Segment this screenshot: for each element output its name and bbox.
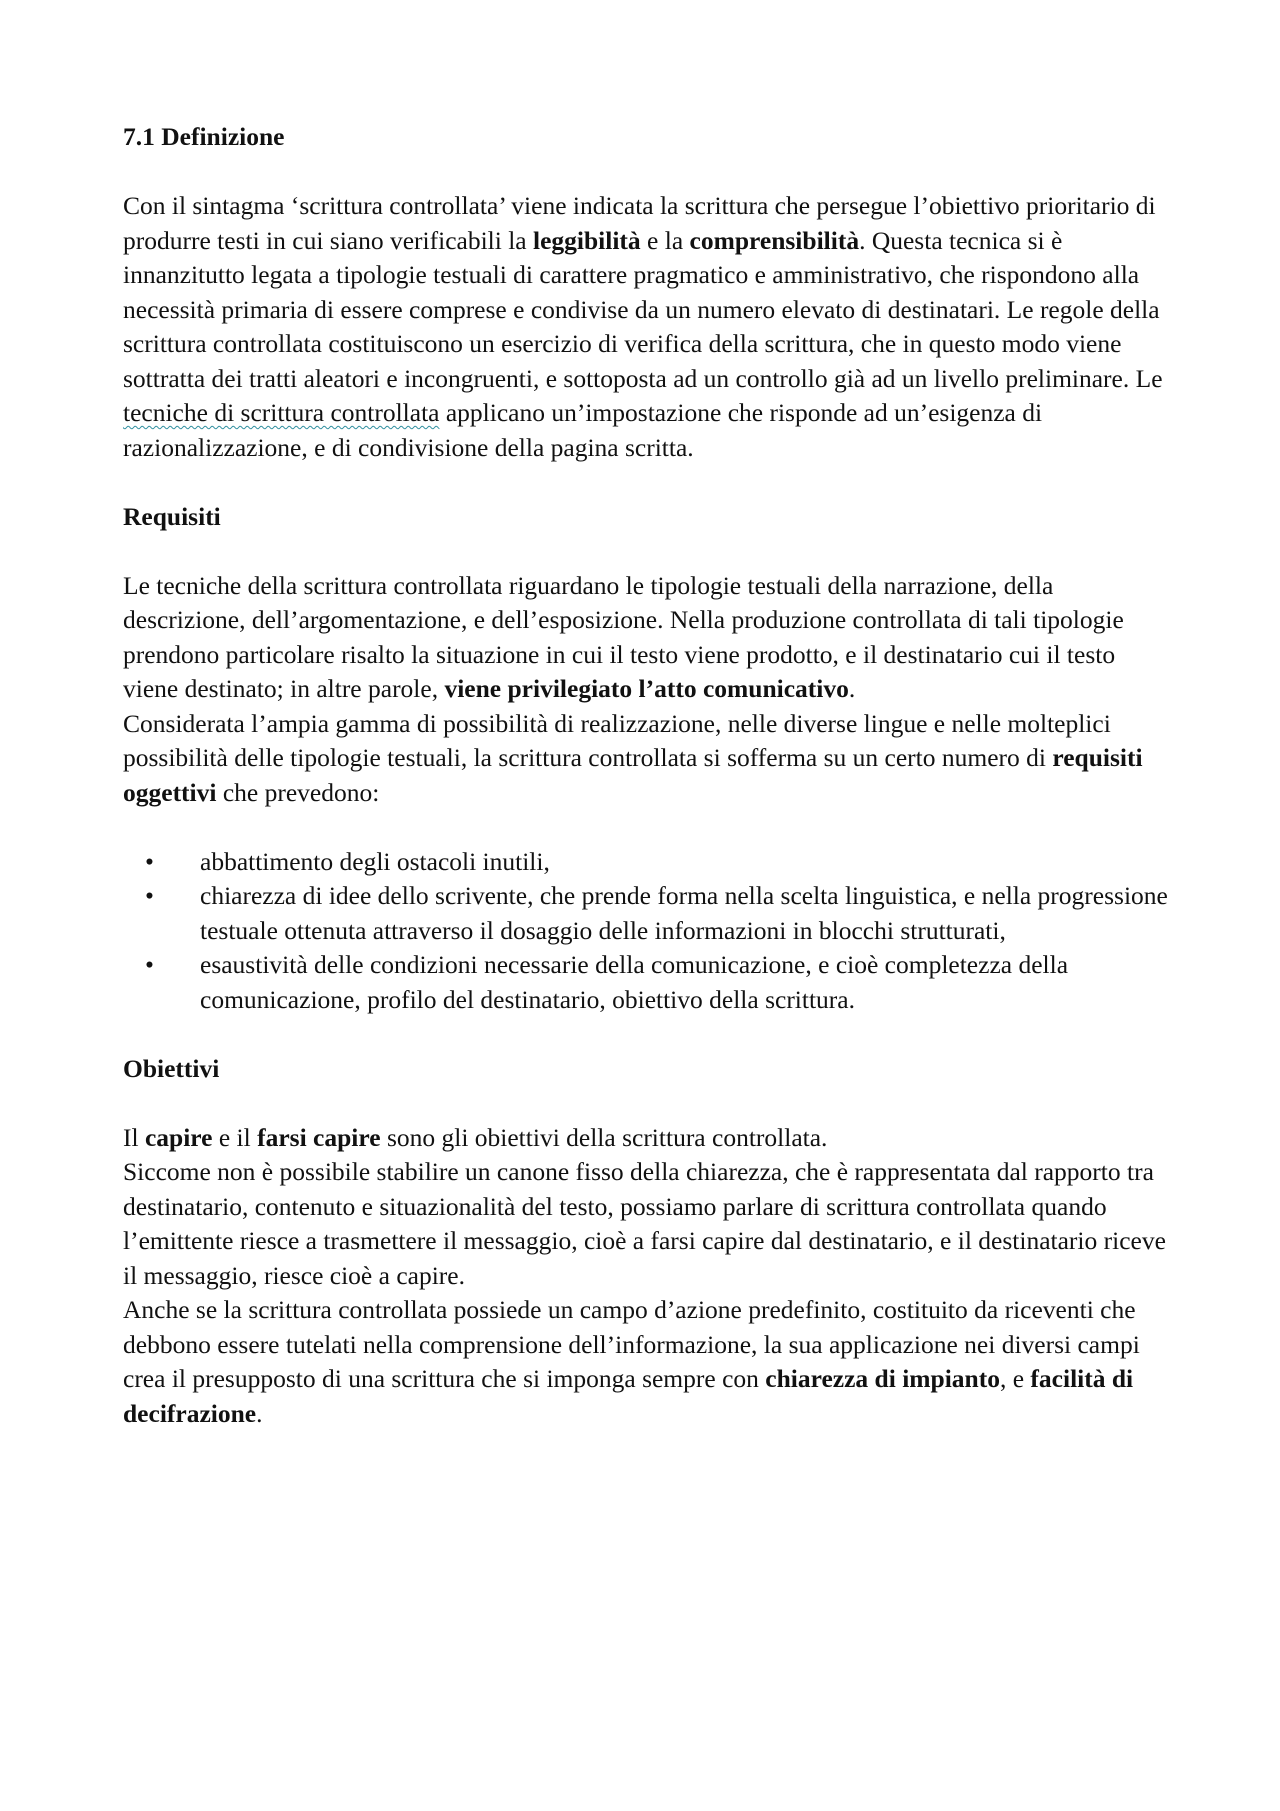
heading-requisiti: Requisiti bbox=[123, 501, 221, 531]
list-item: • abbattimento degli ostacoli inutili, bbox=[123, 845, 1170, 880]
paragraph-definizione: Con il sintagma ‘scrittura controllata’ viene indicata la scrittura che persegue l’obiettivo prioritario di produrre testi in cui siano verificabili la leggibilità e la comprensibilità. Questa tecnica si è innanzitutto legata a tipologie testuali di carattere pragmatico e amministrativo, che rispondono alla necessità primaria di essere comprese e condivise da un numero elevato di destinatari. Le regole della scrittura controllata costituiscono un esercizio di verifica della scrittura, che in questo modo viene sottratta dei tratti aleatori e incongruenti, e sottoposta ad un controllo già ad un livello preliminare. Le tecniche di scrittura controllata applicano un’impostazione che risponde ad un’esigenza di razionalizzazione, e di condivisione della pagina scritta. bbox=[123, 191, 1163, 462]
heading-definizione: 7.1 Definizione bbox=[123, 122, 285, 151]
paragraph-requisiti-1: Le tecniche della scrittura controllata riguardano le tipologie testuali della narrazione, della descrizione, dell’argomentazione, e dell’esposizione. Nella produzione controllata di tali tipologie prendono particolare risalto la situazione in cui il testo viene prodotto, e il destinatario cui il testo viene destinato; in altre parole, viene privilegiato l’atto comunicativo. bbox=[123, 570, 1124, 703]
spellcheck-underlined-phrase: tecniche di scrittura controllata bbox=[123, 398, 440, 427]
paragraph-obiettivi-2: Siccome non è possibile stabilire un canone fisso della chiarezza, che è rappresentata dal rapporto tra destinatario, contenuto e situazionalità del testo, possiamo parlare di scrittura controllata quando l’emittente riesce a trasmettere il messaggio, cioè a farsi capire dal destinatario, e il destinatario riceve il messaggio, riesce cioè a capire. bbox=[123, 1157, 1166, 1290]
list-item: • esaustività delle condizioni necessarie della comunicazione, e cioè completezza della comunicazione, profilo del destinatario, obiettivo della scrittura. bbox=[145, 950, 1069, 1014]
requisiti-list bbox=[123, 845, 1170, 1018]
paragraph-obiettivi-1: Il capire e il farsi capire sono gli obiettivi della scrittura controllata. bbox=[123, 1122, 828, 1152]
bullet-icon: • bbox=[145, 846, 154, 876]
bullet-icon: • bbox=[145, 950, 154, 979]
paragraph-requisiti-2: Considerata l’ampia gamma di possibilità di realizzazione, nelle diverse lingue e nelle molteplici possibilità delle tipologie testuali, la scrittura controllata si sofferma su un certo numero di requisiti oggettivi che prevedono: bbox=[123, 708, 1143, 807]
heading-obiettivi: Obiettivi bbox=[123, 1053, 220, 1083]
paragraph-obiettivi-3: Anche se la scrittura controllata possiede un campo d’azione predefinito, costituito da riceventi che debbono essere tutelati nella comprensione dell’informazione, la sua applicazione nei diversi campi crea il presupposto di una scrittura che si imponga sempre con chiarezza di impianto, e facilità di decifrazione. bbox=[123, 1295, 1140, 1428]
bullet-icon: • bbox=[145, 881, 154, 910]
list-item: • chiarezza di idee dello scrivente, che prende forma nella scelta linguistica, e nella progressione testuale ottenuta attraverso il dosaggio delle informazioni in blocchi strutturati, bbox=[145, 881, 1168, 945]
